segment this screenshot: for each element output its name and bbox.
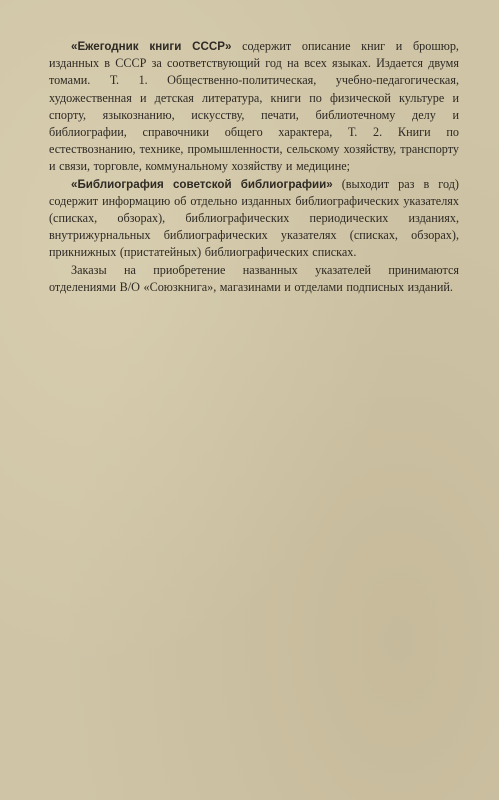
- paragraph-bibliography: [49, 176, 459, 262]
- bibliography-text: (выходит раз в год) содержит информацию об отдельно изданных библиографических указателях (списках, обзорах), библиографических периодических изданиях, внутрижурнальных библиографических указателях (списках, обзорах), прикнижных (пристатейных) библиографических списках.: [49, 176, 459, 260]
- yearbook-title: «Ежегодник книги СССР»: [71, 40, 232, 53]
- paragraph-yearbook: [49, 38, 459, 176]
- orders-text: Заказы на приобретение названных указателей принимаются отделениями В/О «Союзкнига», магазинами и отделами подписных изданий.: [49, 262, 459, 294]
- text-block: [49, 38, 459, 296]
- yearbook-text: содержит описание книг и брошюр, изданных в СССР за соответствующий год на всех языках. Издается двумя томами. Т. 1. Общественно-политическая, учебно-педагогическая, художественная и детская литература, книги по физической культуре и спорту, языкознанию, искусству, печати, библиотечному делу и библиографии, справочники общего характера, Т. 2. Книги по естествознанию, технике, промышленности, сельскому хозяйству, транспорту и связи, торговле, коммунальному хозяйству и медицине;: [49, 39, 459, 174]
- paragraph-orders: [49, 262, 459, 296]
- bibliography-title: «Библиография советской библиографии»: [71, 177, 333, 191]
